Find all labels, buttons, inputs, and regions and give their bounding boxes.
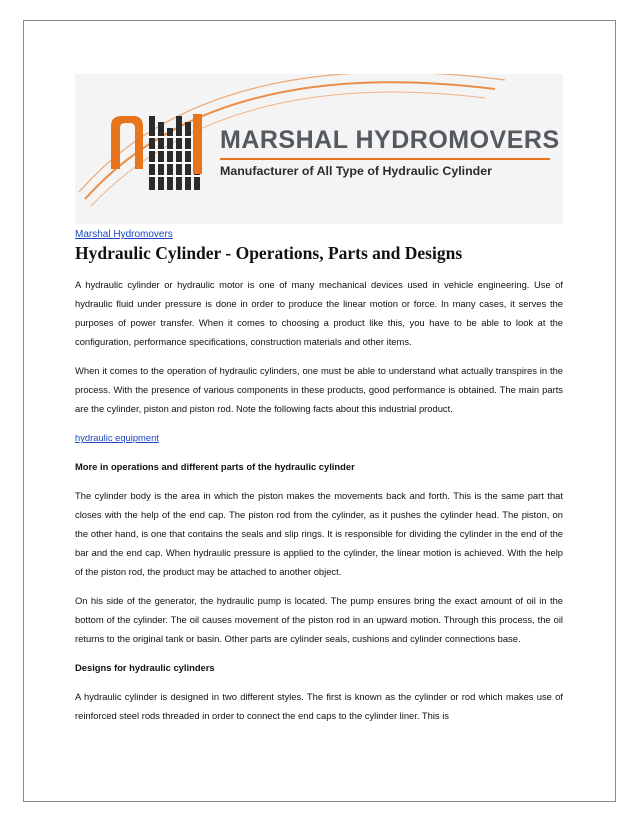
- section-heading-designs: Designs for hydraulic cylinders: [75, 662, 215, 673]
- logo-orange-bar: [193, 114, 202, 174]
- paragraph-cylinder-body: The cylinder body is the area in which the piston makes the movements back and forth. This is the same part that closes with the help of the end cap. The piston rod from the cylinder, as it pushes the cylinder head. The piston, on the other hand, is one that contains the seals and slip rings. It is responsible for dividing the cylinder in the end of the bar and the end cap. When hydraulic pressure is applied to the cylinder, the linear motion is achieved. With the help of the piston rod, the product may be attached to another object.: [75, 490, 563, 577]
- link-paragraph: [75, 428, 563, 447]
- paragraph-operation: When it comes to the operation of hydraulic cylinders, one must be able to understand what actually transpires in the process. With the presence of various components in these products, good performance is obtained. The main parts are the cylinder, piston and piston rod. Note the following facts about this industrial product.: [75, 365, 563, 414]
- brand-name: MARSHAL HYDROMOVERS: [220, 126, 560, 154]
- paragraph-pump: On his side of the generator, the hydraulic pump is located. The pump ensures bring the exact amount of oil in the bottom of the cylinder. The oil causes movement of the piston rod in an upward motion. Through this process, the oil returns to the original tank or basin. Other parts are cylinder seals, cushions and cylinder connections base.: [75, 595, 563, 644]
- company-banner: [75, 74, 563, 224]
- site-link[interactable]: Marshal Hydromovers: [75, 229, 173, 240]
- article: [75, 228, 563, 735]
- section-heading-operations: More in operations and different parts of the hydraulic cylinder: [75, 461, 355, 472]
- page-title: Hydraulic Cylinder - Operations, Parts and Designs: [75, 243, 463, 263]
- brand-underline: [220, 158, 550, 160]
- paragraph-designs: A hydraulic cylinder is designed in two different styles. The first is known as the cylinder or rod which makes use of reinforced steel rods threaded in order to connect the end caps to the cylinder liner. This is: [75, 691, 563, 721]
- paragraph-intro: A hydraulic cylinder or hydraulic motor is one of many mechanical devices used in vehicle engineering. Use of hydraulic fluid under pressure is done in order to produce the linear motion or force. In many cases, it serves the purposes of power transfer. When it comes to choosing a product like this, you have to be able to look at the configuration, performance specifications, construction materials and other items.: [75, 279, 563, 347]
- hydraulic-equipment-link[interactable]: hydraulic equipment: [75, 432, 159, 443]
- brand-tagline: Manufacturer of All Type of Hydraulic Cylinder: [220, 164, 492, 178]
